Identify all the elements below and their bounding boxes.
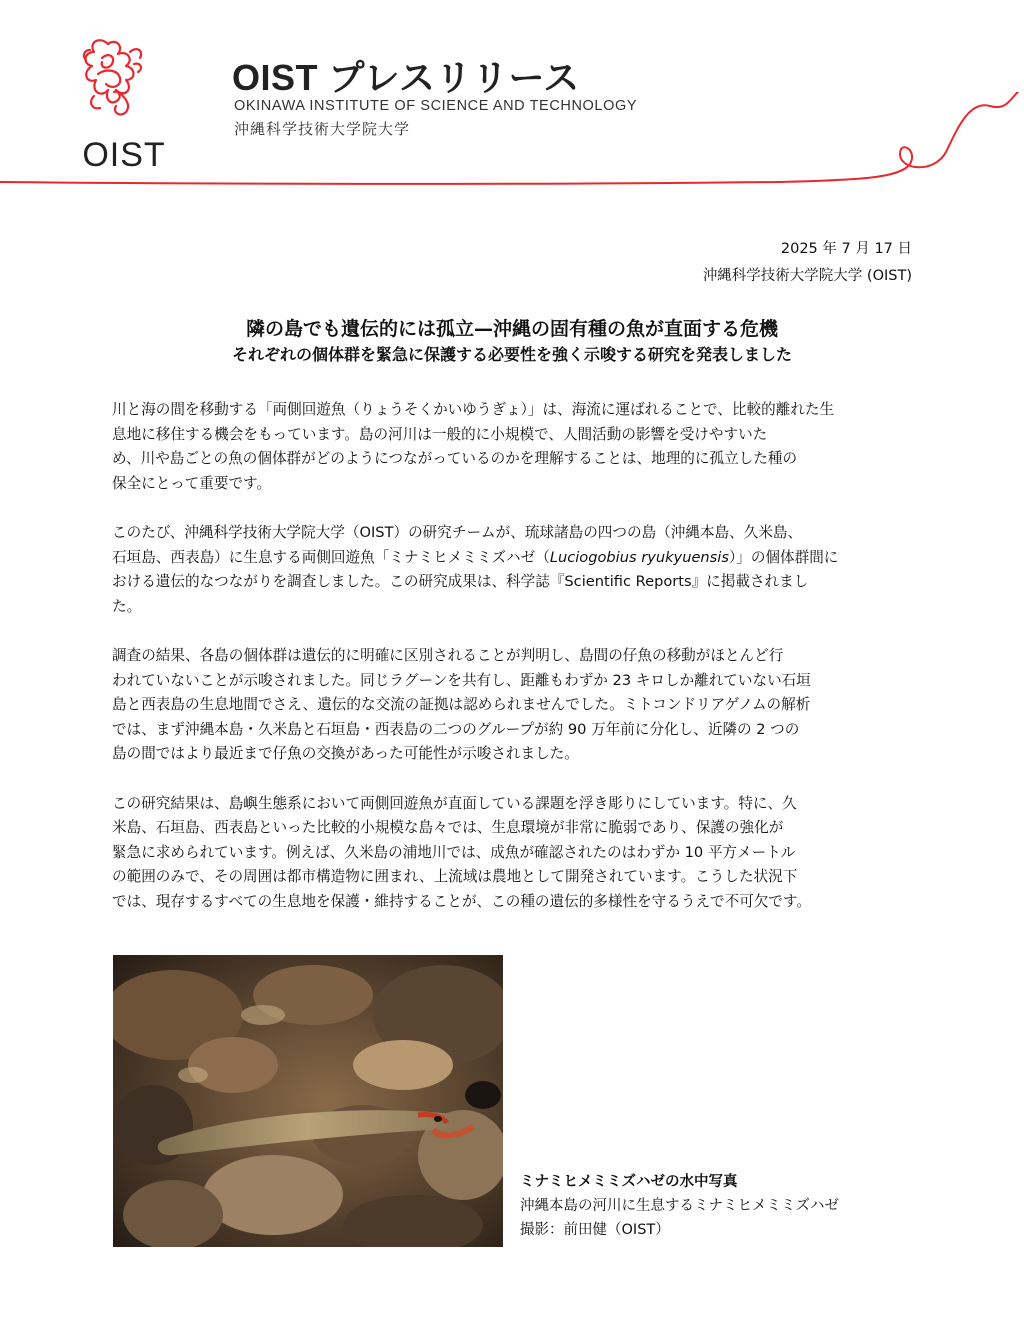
text-line: 緊急に求められています。例えば、久米島の浦地川では、成魚が確認されたのはわずか 10 平方メートル <box>112 843 796 861</box>
text-line: では、現存するすべての生息地を保護・維持することが、この種の遺伝的多様性を守るうえで不可欠です。 <box>112 892 812 910</box>
text-line: た。 <box>112 597 142 615</box>
institute-name-japanese: 沖縄科学技術大学院大学 <box>234 120 411 138</box>
fish-underwater-photo <box>113 955 503 1247</box>
photo-caption <box>520 1170 839 1242</box>
text-line: 川と海の間を移動する「両側回遊魚（りょうそくかいゆうぎょ）」は、海流に運ばれることで、比較的離れた生 <box>112 401 835 418</box>
dateline <box>703 236 912 290</box>
text-line: 息地に移住する機会をもっています。島の河川は一般的に小規模で、人間活動の影響を受けやすいた <box>112 425 768 443</box>
scientific-name: Luciogobius ryukyuensis <box>549 548 729 566</box>
text-line: の範囲のみで、その周囲は都市構造物に囲まれ、上流域は農地として開発されています。こうした状況下 <box>112 868 798 886</box>
text-line <box>112 546 914 571</box>
caption-title: ミナミヒメミミズハゼの水中写真 <box>520 1174 738 1190</box>
caption-credit: 撮影：前田健（OIST） <box>520 1222 670 1238</box>
text-line: 島と西表島の生息地間でさえ、遺伝的な交流の証拠は認められませんでした。ミトコンドリアゲノムの解析 <box>112 696 811 714</box>
text-line: 島の間ではより最近まで仔魚の交換があった可能性が示唆されました。 <box>112 745 579 763</box>
release-date: 2025 年 7 月 17 日 <box>780 241 912 257</box>
text-line: 調査の結果、各島の個体群は遺伝的に明確に区別されることが判明し、島間の仔魚の移動がほとんど行 <box>112 646 784 664</box>
paragraph-2 <box>112 521 914 619</box>
text-line: この研究結果は、島嶼生態系において両側回遊魚が直面している課題を浮き彫りにしています。特に、久 <box>112 794 797 812</box>
paragraph-1 <box>112 398 914 496</box>
text-line: われていないことが示唆されました。同じラグーンを共有し、距離もわずか 23 キロしか離れていない石垣 <box>112 671 811 689</box>
release-organization: 沖縄科学技術大学院大学 (OIST) <box>702 268 912 284</box>
oist-logo-text: OIST <box>82 136 166 174</box>
press-release-title: OIST プレスリリース <box>232 57 580 98</box>
caption-line: 沖縄本島の河川に生息するミナミヒメミミズハゼ <box>520 1198 839 1214</box>
text-line: このたび、沖縄科学技術大学院大学（OIST）の研究チームが、琉球諸島の四つの島（沖縄本島、久米島、 <box>112 523 803 541</box>
text-segment: ）」の個体群間に <box>728 548 839 566</box>
article-subtitle: それぞれの個体群を緊急に保護する必要性を強く示唆する研究を発表しました <box>231 345 792 364</box>
text-line: では、まず沖縄本島・久米島と石垣島・西表島の二つのグループが約 90 万年前に分化し、近隣の 2 つの <box>112 720 800 738</box>
text-line: おける遺伝的なつながりを調査しました。この研究成果は、科学誌『Scientific Reports』に掲載されまし <box>112 573 809 591</box>
paragraph-4 <box>112 792 914 915</box>
text-line: め、川や島ごとの魚の個体群がどのようにつながっているのかを理解することは、地理的に孤立した種の <box>112 450 798 468</box>
text-line: 米島、石垣島、西表島といった比較的小規模な島々では、生息環境が非常に脆弱であり、保護の強化が <box>112 819 784 837</box>
header-divider-wave <box>0 92 1024 202</box>
paragraph-3 <box>112 644 914 767</box>
article-title: 隣の島でも遺伝的には孤立—沖縄の固有種の魚が直面する危機 <box>245 318 778 340</box>
text-line: 保全にとって重要です。 <box>112 474 272 492</box>
article-body <box>112 398 914 939</box>
text-segment: 石垣島、西表島）に生息する両側回遊魚「ミナミヒメミミズハゼ（ <box>112 548 550 566</box>
institute-name-english: OKINAWA INSTITUTE OF SCIENCE AND TECHNOLOGY <box>234 98 638 114</box>
